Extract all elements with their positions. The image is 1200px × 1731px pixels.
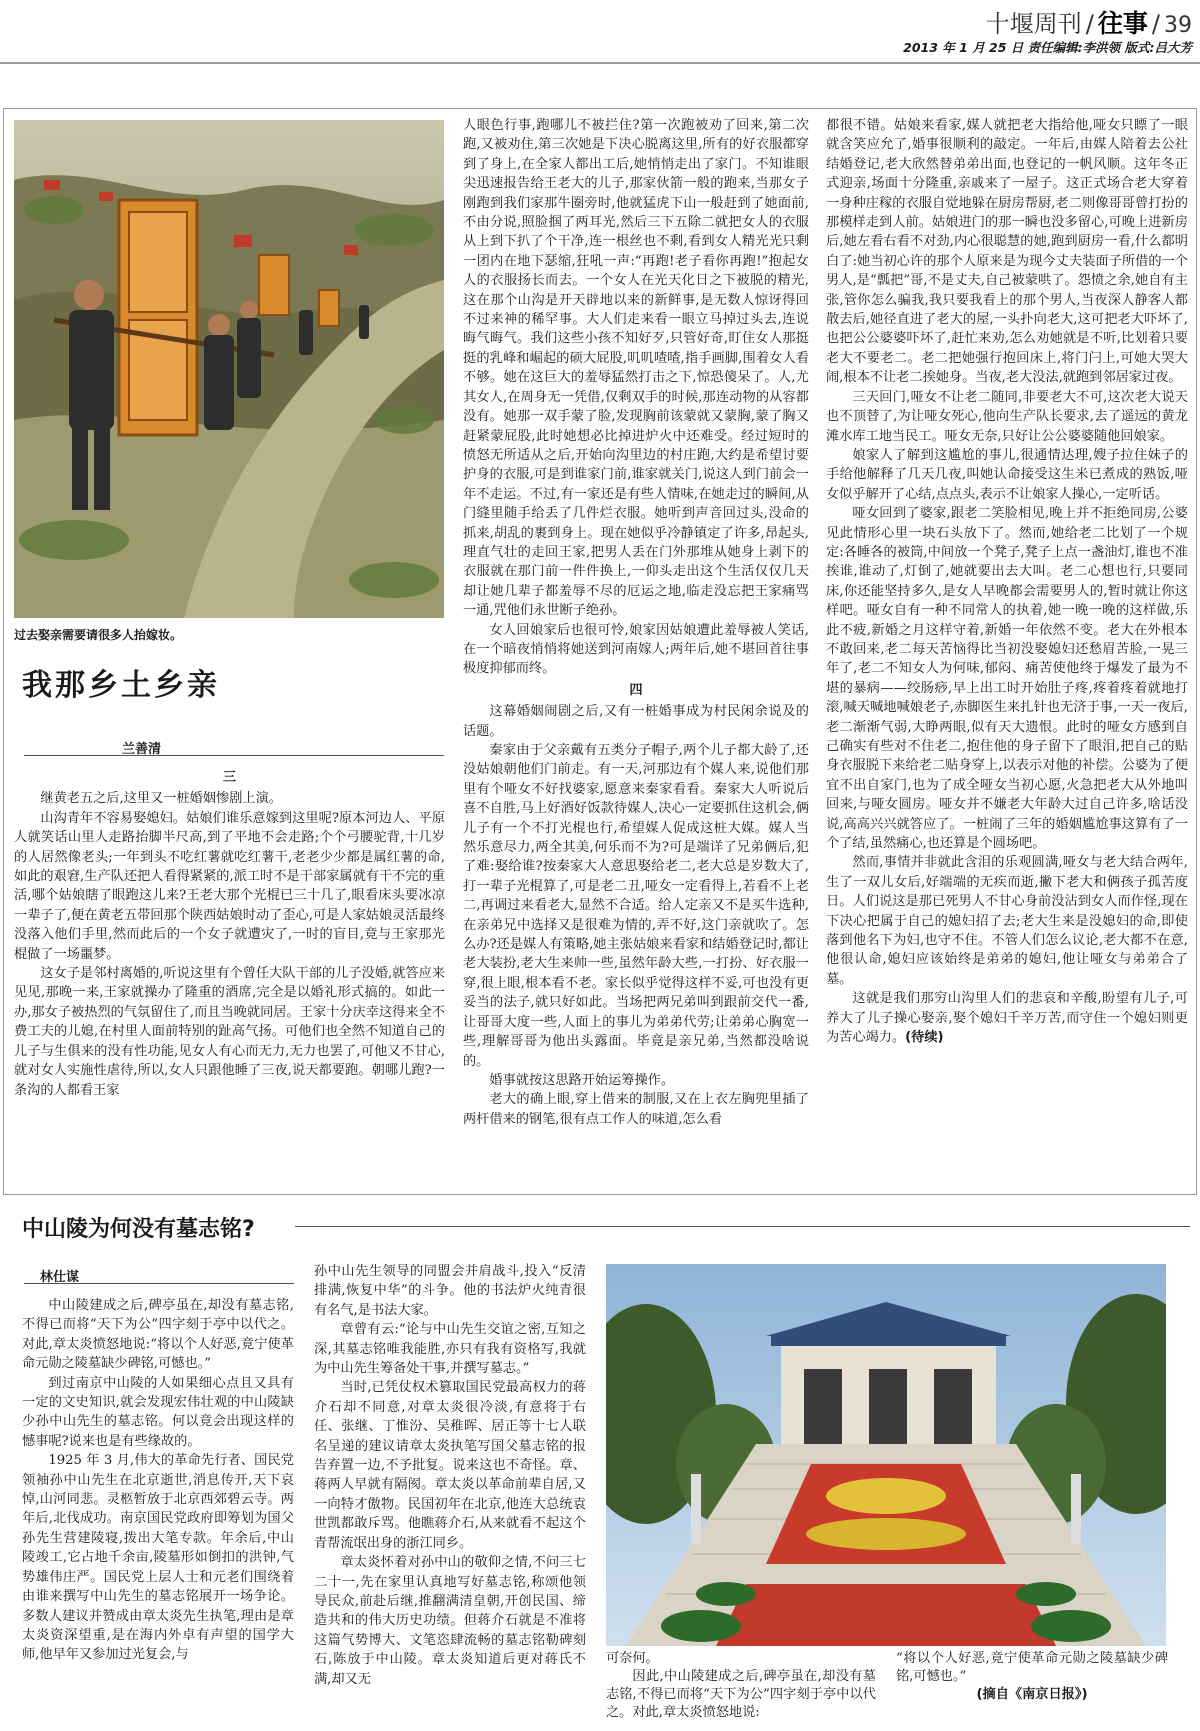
wedding-procession-photo	[14, 120, 444, 618]
paragraph: 都很不错。姑娘来看家,媒人就把老大指给他,哑女只瞟了一眼就含笑应允了,婚事很顺利的敲定。一年后,由媒人陪着去公社结婚登记,老大欣然替弟弟出面,也登记的一帆风顺。这年冬正式迎亲,场面十分隆重,亲戚来了一屋子。这正式场合老大穿着一身种庄稼的衣服自觉地躲在厨房帮厨,老二则像哥哥曾打扮的那模样走到人前。姑娘进门的那一瞬也没多留心,可晚上进新房后,她左看右看不对劲,内心很聪慧的她,跑到厨房一看,什么都明白了:她当初心许的那个人原来是为现今丈夫装面子所借的一个男人,是“瓢把”哥,不是丈夫,自己被蒙哄了。怨愤之余,她自有主张,管你怎么骗我,我只要我看上的那个男人,当夜深人静客人都散去后,她径直进了老大的屋,一头扑向老大,这可把老大吓坏了,也把公公婆婆吓坏了,赶忙来劝,怎么劝她就是不听,比划着只要老大不要老二。老二把她强行抱回床上,将门闩上,可她大哭大闹,根本不让老二挨她身。当夜,老大没法,就跑到邻居家过夜。	[826, 118, 1188, 386]
article1-column-3	[826, 116, 1188, 1191]
source-credit: (摘自《南京日报》)	[976, 1687, 1088, 1702]
paragraph: 然而,事情并非就此含泪的乐观圆满,哑女与老大结合两年,生了一双儿女后,好端端的无疾而逝,撇下老大和俩孩子孤苦度日。人们说这是那已死男人不甘心身前没沾到女人而作怪,现在下决心把属于自己的媳妇招了去;老大生来是没媳妇的命,即使落到他名下为妇,也守不住。不管人们怎么议论,老大都不在意,他很认命,媳妇应该始终是弟弟的媳妇,他让哑女与弟弟合了墓。	[826, 855, 1188, 987]
paragraph: 这幕婚姻闹剧之后,又有一桩婚事成为村民闲余说及的话题。	[463, 704, 809, 739]
paper-name: 十堰周刊	[985, 10, 1082, 38]
masthead-rule	[0, 62, 1200, 64]
section-number-4: 四	[629, 682, 643, 698]
photo-caption: 过去娶亲需要请很多人抬嫁妆。	[14, 628, 183, 642]
masthead	[986, 4, 1192, 36]
paragraph: 这女子是邻村离婚的,听说这里有个曾任大队干部的儿子没婚,就答应来见见,那晚一来,王家就操办了隆重的酒席,完全是以婚礼形式搞的。如此一办,那女子被热烈的气氛留住了,而且当晚就同居。王家十分庆幸这得来全不费工夫的儿媳,在村里人面前特别的趾高气扬。可他们也全然不知道自己的儿子与生俱来的没有性功能,见女人有心而无力,无力也罢了,可他又不甘心,就对女人实施性虐待,所以,女人只跟他睡了三夜,说天都要跑。朝哪儿跑?一条沟的人都看王家	[14, 966, 445, 1098]
paragraph: 继黄老五之后,这里又一桩婚姻惨剧上演。	[40, 791, 282, 807]
photo-illustration	[14, 120, 444, 618]
paragraph-text: 这就是我们那穷山沟里人们的悲哀和辛酸,盼望有儿子,可养大了儿子操心娶亲,娶个媳妇千辛万苦,而守住一个媳妇则更为苦心竭力。	[826, 991, 1188, 1046]
article1-byline: 兰善清	[122, 742, 162, 757]
article2-column-3	[606, 1650, 876, 1730]
paragraph: 婚事就按这思路开始运筹操作。	[489, 1072, 675, 1088]
article2-title: 中山陵为何没有墓志铭?	[22, 1217, 255, 1242]
mausoleum-photo	[606, 1264, 1166, 1646]
paragraph: 老大的确上眼,穿上借来的制服,又在上衣左胸兜里插了两杆借来的钢笔,很有点工作人的味道,怎么看	[463, 1092, 809, 1127]
paragraph: 中山陵建成之后,碑亭虽在,却没有墓志铭,不得已而将“天下为公”四字刻于亭中以代之。对此,章太炎愤怒地说:“将以个人好恶,竟宁使革命元勋之陵墓缺少碑铭,可憾也。”	[22, 1298, 294, 1372]
article1-column-1	[14, 766, 445, 1191]
to-be-continued-mark: (待续)	[905, 1030, 944, 1046]
masthead-slash: /	[1151, 10, 1160, 38]
paragraph: 人眼色行事,跑哪儿不被拦住?第一次跑被劝了回来,第二次跑,又被劝住,第三次她是下决心脱离这里,所有的好衣服都穿到了身上,在全家人都出工后,她悄悄走出了家门。不知谁眼尖迅速报告给王老大的儿子,那家伙箭一般的跑来,当那女子刚跑到我们家那牛圈旁时,他就猛虎下山一般赶到了她面前,不由分说,照脸掴了两耳光,然后三下五除二就把女人的衣服从上到下扒了个干净,连一根丝也不剩,看到女人精光光只剩一团内在地下瑟缩,狂吼一声:“再跑!老子看你再跑!”抱起女人的衣服扬长而去。一个女人在光天化日之下被脱的精光,这在那个山沟是开天辟地以来的新鲜事,是无数人惊讶得回不过来神的稀罕事。大人们走来看一眼立马掉过头去,连说晦气晦气。我们这些小孩不知好歹,只管好奇,盯住女人那挺挺的乳峰和崛起的硕大屁股,叽叽喳喳,指手画脚,围着女人看不够。她在这巨大的羞辱猛然打击之下,惊恐傻呆了。人,尤其女人,在周身无一凭借,仅剩双手的时候,那连动物的从容都没有。她那一双手蒙了脸,发现胸前该蒙就又蒙胸,蒙了胸又赶紧蒙屁股,此时她想必比掉进炉火中还难受。经过短时的愤怒无所适从之后,开始向沟里边的村庄跑,大约是希望讨要护身的衣服,可是到谁家门前,谁家就关门,说这人到门前会一年不走运。不过,有一家还是有些人情味,在她走过的瞬间,从门缝里随手给丢了几件烂衣服。她听到声音回过头,没命的抓来,胡乱的裹到身上。现在她似乎冷静镇定了许多,昂起头,理直气壮的走回王家,把男人丢在门外那堆从她身上剥下的衣服就在那门前一件件换上,一仰头走出这个生活仅仅几天却让她几辈子都羞辱不尽的厄运之地,临走没忘把王家痛骂一通,咒他们永世断子绝孙。	[463, 118, 809, 619]
section-number-3: 三	[222, 770, 237, 785]
paragraph: 娘家人了解到这尴尬的事儿,很通情达理,嫂子拉住妹子的手给他解释了几天几夜,叫她认命接受这生米已煮成的熟饭,哑女似乎解开了心结,点点头,表示不让娘家人操心,一定听话。	[826, 447, 1188, 502]
article2-column-2	[314, 1262, 586, 1726]
paragraph: 当时,已凭仗权术篡取国民党最高权力的蒋介石却不同意,对章太炎很冷淡,有意将于右任、张继、丁惟汾、吴稚晖、居正等十七人联名呈递的建议请章太炎执笔写国父墓志铭的报告弃置一边,不予批复。说来这也不奇怪。章、蒋两人早就有隔阂。章太炎以革命前辈自居,又一向特才傲物。民国初年在北京,他连大总统袁世凯都敢斥骂。他瞧蒋介石,从来就看不起这个青帮流氓出身的浙江同乡。	[314, 1380, 586, 1551]
byline-rule	[24, 755, 444, 756]
paragraph: 1925 年 3 月,伟大的革命先行者、国民党领袖孙中山先生在北京逝世,消息传开,天下哀悼,山河同悲。灵柩暂放于北京西郊碧云寺。两年后,北伐成功。南京国民党政府即筹划为国父孙先生营建陵寝,拨出大笔专款。年余后,中山陵竣工,它占地千余亩,陵墓形如倒扣的洪钟,气势雄伟庄严。国民党上层人士和元老们围绕着由谁来撰写中山先生的墓志铭展开一场争论。多数人建议并赞成由章太炎先生执笔,理由是章太炎资深望重,是在海内外卓有声望的国学大师,他早年又参加过光复会,与	[22, 1453, 294, 1663]
paragraph: 可奈何。	[606, 1651, 659, 1666]
article1-title: 我那乡土乡亲	[22, 668, 220, 703]
article1-column-2	[463, 116, 809, 1191]
paragraph: 因此,中山陵建成之后,碑亭虽在,却没有墓志铭,不得已而将“天下为公”四字刻于亭中以代之。对此,章太炎愤怒地说:	[606, 1669, 876, 1720]
paragraph: 女人回娘家后也很可怜,娘家因姑娘遭此羞辱被人笑话,在一个暗夜悄悄将她送到河南嫁人;两年后,她不堪回首往事极度抑郁而终。	[463, 622, 809, 677]
photo-illustration	[606, 1264, 1166, 1646]
paragraph: 到过南京中山陵的人如果细心点且又具有一定的文史知识,就会发现宏伟壮观的中山陵缺少孙中山先生的墓志铭。何以竟会出现这样的憾事呢?说来也是有些缘故的。	[22, 1375, 294, 1449]
paragraph: 山沟青年不容易娶媳妇。姑娘们谁乐意嫁到这里呢?原本河边人、平原人就笑话山里人走路抬脚半尺高,到了平地不会走路;个个弓腰驼背,十几岁的人居然像老头;一年到头不吃红薯就吃红薯干,老老少少都是属红薯的命,如此的艰窘,生产队还把人看得紧紧的,派工时不是干部家属就有干不完的重活,哪个姑娘瞎了眼跑这儿来?王老大那个光棍已三十几了,眼看床头要冰凉一辈子了,便在黄老五带回那个陕西姑娘时动了歪心,可是人家姑娘灵活最终没落入他们手里,然而此后的一个女子就遭灾了,一时的盲目,竟与王家那光棍做了一场噩梦。	[14, 810, 445, 962]
article2-title-rule	[295, 1226, 1190, 1227]
paragraph: “将以个人好恶,竟宁使革命元勋之陵墓缺少碑铭,可憾也。”	[896, 1651, 1168, 1684]
date-editor-line: 2013 年 1 月 25 日 责任编辑:李洪领 版式:吕大芳	[903, 40, 1192, 55]
page-number: 39	[1164, 13, 1192, 38]
article2-byline: 林仕谋	[40, 1270, 80, 1285]
section-name: 往事	[1097, 9, 1148, 38]
paragraph: 章太炎怀着对孙中山的敬仰之情,不问三七二十一,先在家里认真地写好墓志铭,称颂他领导民众,前赴后继,推翻满清皇朝,开创民国、缔造共和的伟大历史功绩。但蒋介石就是不准将这篇气势博大、文笔恣肆流畅的墓志铭勒碑刻石,陈放于中山陵。章太炎知道后更对蒋氏不满,却又无	[314, 1555, 586, 1687]
paragraph: 孙中山先生领导的同盟会并肩战斗,投入“反清排满,恢复中华”的斗争。他的书法炉火纯青很有名气,是书法大家。	[314, 1264, 586, 1318]
masthead-slash: /	[1085, 10, 1094, 38]
paragraph: 哑女回到了婆家,跟老二笑脸相见,晚上并不拒绝同房,公婆见此情形心里一块石头放下了。然而,她给老二比划了一个规定:各睡各的被筒,中间放一个凳子,凳子上点一盏油灯,谁也不准挨谁,谁动了,灯倒了,她就要出去大叫。老二心想也行,只要同床,你还能坚持多久,是女人早晚都会需要男人的,暂时就让你这样吧。哑女自有一种不同常人的执着,她一晚一晚的这样做,乐此不疲,新婚之月这样守着,新婚一年依然不变。老大在外根本不敢回来,老二每天苦恼得比当初没娶媳妇还愁眉苦脸,一晃三年了,老二不知女人为何味,郁闷、痛苦使他终于爆发了最为不堪的暴病——绞肠痧,早上出工时开始肚子疼,疼着疼着就地打滚,喊天喊地喊娘老子,赤脚医生来扎针也无济于事,一天一夜后,老二渐渐气弱,大睁两眼,似有天大遗恨。此时的哑女方感到自己确实有些对不住老二,抱住他的身子留下了眼泪,把自己的贴身衣服脱下来给老二贴身穿上,以表示对他的补偿。公婆为了便宜不出自家门,也为了成全哑女当初心愿,火急把老大从外地叫回来,与哑女圆房。哑女并不嫌老大年龄大过自己许多,啥话没说,高高兴兴就答应了。一桩闹了三年的婚姻尴尬事这算有了一个了结,虽然痛心,也还算是个圆场吧。	[826, 506, 1188, 852]
paragraph: 章曾有云:“论与中山先生交谊之密,互知之深,其墓志铭唯我能胜,亦只有我有资格写,我就为中山先生筹备处干事,并撰写墓志。”	[314, 1322, 586, 1377]
paragraph	[826, 989, 1188, 1047]
article2-column-1	[22, 1296, 294, 1726]
paragraph: 秦家由于父亲戴有五类分子帽子,两个儿子都大龄了,还没姑娘朝他们门前走。有一天,河那边有个媒人来,说他们那里有个哑女不好找婆家,愿意来秦家看看。秦家大人听说后喜不自胜,马上好酒好饭款待媒人,决心一定要抓住这机会,俩儿子有一个不打光棍也行,希望媒人促成这桩大媒。媒人当然乐意尽力,两全其美,何乐而不为?可是端详了兄弟俩后,犯了难:娶给谁?按秦家大人意思娶给老二,老大总是岁数大了,打一辈子光棍算了,可是老二丑,哑女一定看得上,若看不上老二,再调过来看老大,显然不合适。给人定亲又不是买牛选种,在亲弟兄中选择又是很难为情的,弄不好,这门亲就吹了。怎么办?还是媒人有策略,她主张姑娘来看家和结婚登记时,都让老大装扮,老大生来帅一些,虽然年龄大些,一打扮、好衣服一穿,很上眼,根本看不老。家长似乎觉得这样不妥,可也没有更妥当的法子,就只好如此。当场把两兄弟叫到跟前交代一番,让哥哥大度一些,人面上的事儿为弟弟代劳;让弟弟心胸宽一些,理解哥哥为他出头露面。毕竟是亲兄弟,当然都没啥说的。	[463, 743, 809, 1069]
article2-column-4	[896, 1650, 1168, 1730]
paragraph: 三天回门,哑女不让老二随同,非要老大不可,这次老大说天也不顶替了,为让哑女死心,他向生产队长要求,去了遥远的黄龙滩水库工地当民工。哑女无奈,只好让公公婆婆随他回娘家。	[826, 389, 1188, 444]
